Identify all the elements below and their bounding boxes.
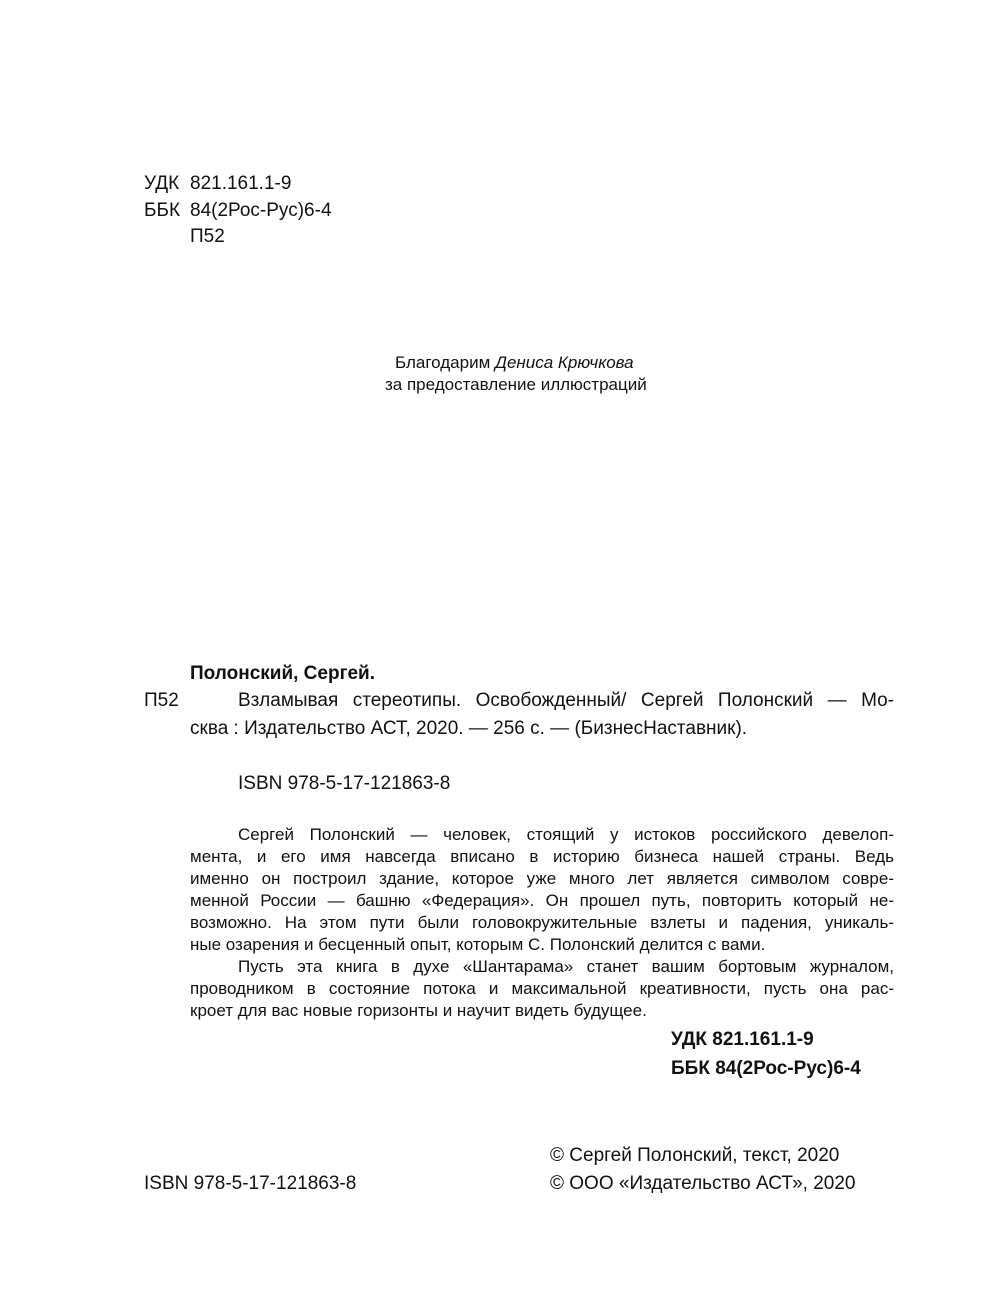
top-bbk-line bbox=[144, 198, 332, 224]
bibliography-line-1: Взламывая стереотипы. Освобожденный/ Сергей Полонский — Мо- bbox=[238, 690, 894, 711]
annotation-line: Сергей Полонский — человек, стоящий у истоков российского девелоп- bbox=[238, 825, 894, 844]
bibliography-author-sign: П52 bbox=[144, 690, 179, 711]
bottom-udk: УДК 821.161.1-9 bbox=[671, 1029, 814, 1050]
bibliography-author: Полонский, Сергей. bbox=[190, 663, 376, 684]
annotation-line: кроет для вас новые горизонты и научит видеть будущее. bbox=[190, 1001, 647, 1020]
acknowledgement-line-2: за предоставление иллюстраций bbox=[385, 375, 647, 394]
copyright-author: © Сергей Полонский, текст, 2020 bbox=[550, 1145, 840, 1166]
annotation-line: возможно. На этом пути были головокружительные взлеты и падения, уникаль- bbox=[190, 913, 894, 932]
top-author-sign: П52 bbox=[190, 226, 225, 247]
acknowledgement-line-1 bbox=[395, 352, 634, 374]
bbk-label: ББК bbox=[144, 200, 181, 221]
bibliography-line-2: сква : Издательство АСТ, 2020. — 256 с. — (БизнесНаставник). bbox=[190, 718, 748, 739]
annotation-line: ные озарения и бесценный опыт, которым С. Полонский делится с вами. bbox=[190, 935, 766, 954]
acknowledgement-prefix: Благодарим bbox=[395, 353, 495, 372]
top-udk-line bbox=[144, 171, 291, 197]
udk-value: 821.161.1-9 bbox=[190, 173, 292, 194]
annotation-line: менной России — башню «Федерация». Он прошел путь, повторить который не- bbox=[190, 891, 894, 910]
bbk-value: 84(2Рос-Рус)6-4 bbox=[190, 200, 332, 221]
annotation-line: Пусть эта книга в духе «Шантарама» станет вашим бортовым журналом, bbox=[238, 957, 894, 976]
annotation-line: мента, и его имя навсегда вписано в историю бизнеса нашей страны. Ведь bbox=[190, 847, 894, 866]
copyright-publisher: © ООО «Издательство АСТ», 2020 bbox=[550, 1173, 856, 1194]
bottom-bbk: ББК 84(2Рос-Рус)6-4 bbox=[671, 1058, 861, 1079]
illustrator-name: Дениса Крючкова bbox=[494, 353, 634, 372]
bibliography-isbn: ISBN 978-5-17-121863-8 bbox=[238, 773, 451, 794]
annotation-line: именно он построил здание, которое уже много лет является символом совре- bbox=[190, 869, 894, 888]
bottom-isbn: ISBN 978-5-17-121863-8 bbox=[144, 1173, 357, 1194]
annotation-line: проводником в состояние потока и максимальной креативности, пусть она рас- bbox=[190, 979, 894, 998]
udk-label: УДК bbox=[144, 173, 180, 194]
